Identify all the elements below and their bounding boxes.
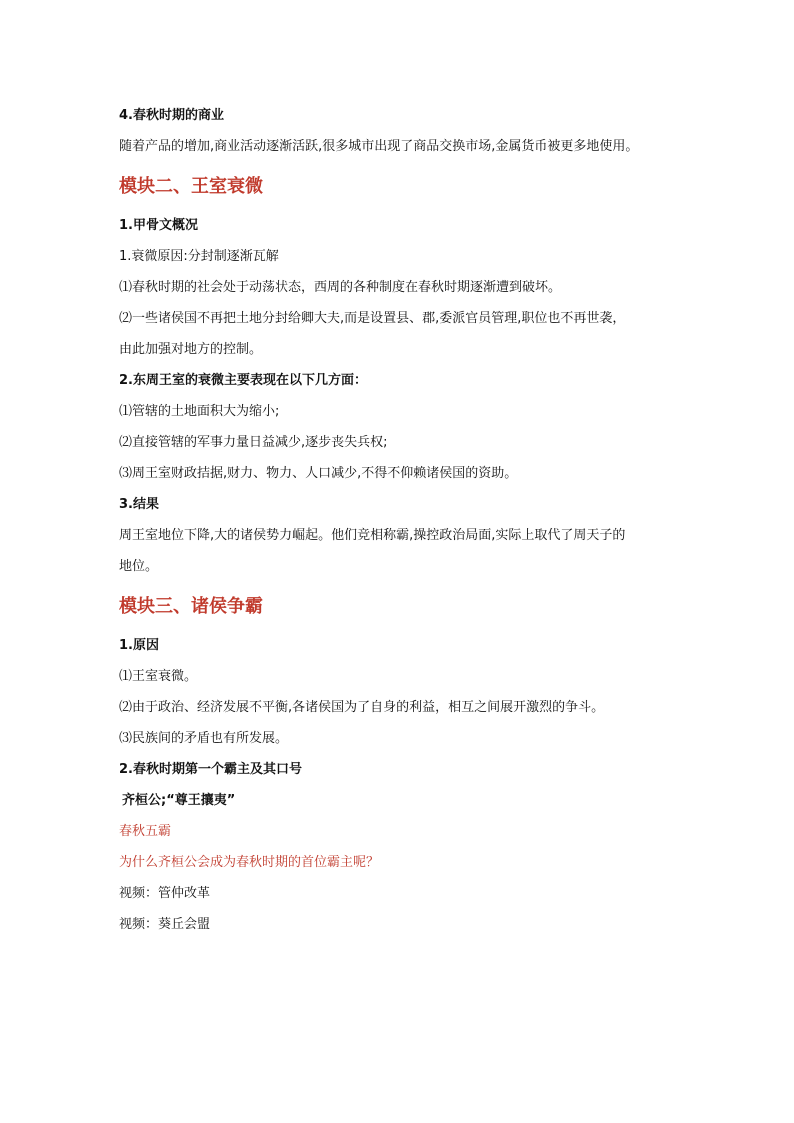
m2-line-4: ⑴管辖的土地面积大为缩小; (119, 404, 280, 419)
module2-title: 模块二、王室衰微 (119, 176, 263, 197)
m2-heading-2: 2.东周王室的衰微主要表现在以下几方面： (119, 373, 367, 388)
m3-line-4: 齐桓公;“尊王攘夷” (122, 793, 236, 808)
m3-heading-1: 1.原因 (119, 638, 159, 653)
m2-line-6: ⑶周王室财政拮据,财力、物力、人口减少,不得不仰赖诸侯国的资助。 (119, 466, 518, 481)
document-content (119, 100, 689, 940)
m2-line-2: ⑴春秋时期的社会处于动荡状态，西周的各种制度在春秋时期逐渐遭到破坏。 (119, 280, 562, 295)
m2-line-7b: 地位。 (119, 559, 159, 574)
m3-video-1: 视频：管仲改革 (119, 886, 211, 901)
m2-heading-1: 1.甲骨文概况 (119, 218, 198, 233)
module3-title: 模块三、诸侯争霸 (119, 596, 263, 617)
m2-heading-3: 3.结果 (119, 497, 159, 512)
m3-line-3: ⑶民族间的矛盾也有所发展。 (119, 731, 289, 746)
m2-line-5: ⑵直接管辖的军事力量日益减少,逐步丧失兵权; (119, 435, 388, 450)
m2-line-3b: 由此加强对地方的控制。 (119, 342, 263, 357)
m3-line-1: ⑴王室衰微。 (119, 669, 198, 684)
m3-question-prefix: 为什么齐桓公会成为 (119, 855, 237, 870)
m3-heading-2: 2.春秋时期第一个霸主及其口号 (119, 762, 302, 777)
m3-question (119, 847, 689, 878)
m2-line-3a: ⑵一些诸侯国不再把土地分封给卿大夫,而是设置县、郡,委派官员管理,职位也不再世袭， (119, 311, 626, 326)
m2-line-7a: 周王室地位下降,大的诸侯势力崛起。他们竞相称霸,操控政治局面,实际上取代了周天子的 (119, 528, 626, 543)
commerce-text: 随着产品的增加,商业活动逐渐活跃,很多城市出现了商品交换市场,金属货币被更多地使用。 (119, 139, 639, 154)
m3-question-highlight: 春秋时期的首位霸主 (236, 855, 354, 870)
commerce-heading: 4.春秋时期的商业 (119, 108, 224, 123)
m3-line-2: ⑵由于政治、经济发展不平衡,各诸侯国为了自身的利益，相互之间展开激烈的争斗。 (119, 700, 605, 715)
m2-line-1: 1.衰微原因:分封制逐渐瓦解 (119, 249, 279, 264)
m3-red-line: 春秋五霸 (119, 824, 172, 839)
m3-question-suffix: 呢？ (353, 855, 380, 870)
m3-video-2: 视频：葵丘会盟 (119, 917, 211, 932)
